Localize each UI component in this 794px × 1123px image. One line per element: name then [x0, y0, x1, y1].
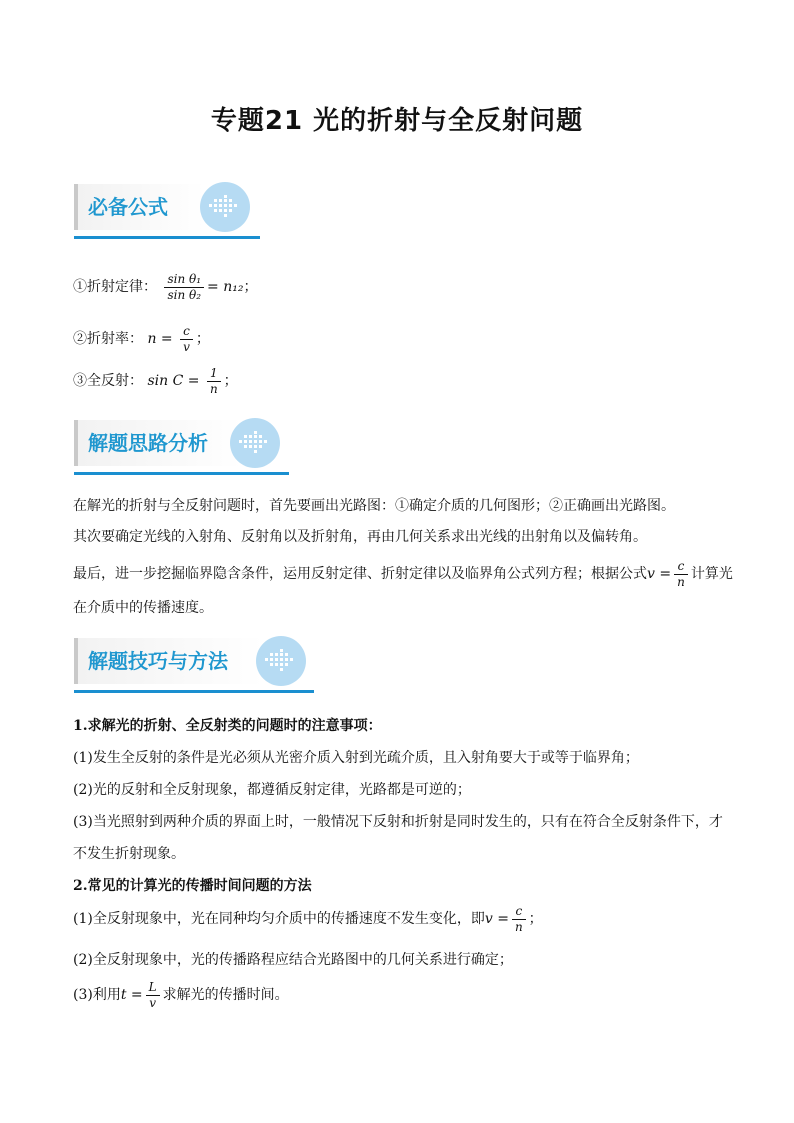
text-segment: 最后，进一步挖掘临界隐含条件，运用反射定律、折射定律以及临界角公式列方程；根据公式: [73, 566, 647, 582]
analysis-paragraph-3: [73, 557, 733, 591]
fraction-numerator: sin θ₁: [164, 272, 204, 288]
analysis-paragraph-4: 在介质中的传播速度。: [73, 600, 213, 616]
fraction: [146, 980, 160, 1011]
method-item-4: [73, 902, 543, 936]
text-segment: (3)利用: [73, 987, 121, 1003]
fraction: [164, 272, 204, 303]
page-title: 专题21 光的折射与全反射问题: [210, 106, 584, 136]
fraction: [207, 366, 221, 397]
formula-rhs: = n₁₂: [207, 279, 244, 295]
fraction: [674, 559, 688, 590]
method-heading-2: 2.常见的计算光的传播时间问题的方法: [73, 878, 312, 894]
fraction-denominator: v: [149, 995, 157, 1010]
section-header-analysis: [74, 420, 294, 480]
formula-label: ③全反射：: [73, 373, 143, 389]
method-item-5: (2)全反射现象中，光的传播路程应结合光路图中的几何关系进行确定；: [73, 952, 513, 968]
formula-refraction-law: [73, 270, 257, 304]
formula-label: ①折射定律：: [73, 279, 157, 295]
fraction-numerator: c: [512, 904, 526, 920]
section-header-methods: [74, 638, 319, 698]
header-label-bg: [78, 638, 264, 684]
method-item-1: (1)发生全反射的条件是光必须从光密介质入射到光疏介质，且入射角要大于或等于临界角；: [73, 750, 639, 766]
dotted-arrow-icon: [256, 636, 306, 686]
dotted-arrow-icon: [200, 182, 250, 232]
text-segment: (1)全反射现象中，光在同种均匀介质中的传播速度不发生变化，即: [73, 911, 485, 927]
method-heading-1: 1.求解光的折射、全反射类的问题时的注意事项：: [73, 718, 382, 734]
header-underline: [74, 690, 314, 693]
fraction-numerator: c: [180, 324, 193, 340]
formula-lhs: v =: [647, 566, 672, 582]
fraction: [180, 324, 193, 355]
formula-suffix: ；: [243, 279, 258, 295]
formula-lhs: n =: [147, 331, 173, 347]
method-item-3-continued: 不发生折射现象。: [73, 846, 185, 862]
section-header-formulas: [74, 184, 264, 244]
text-segment: 求解光的传播时间。: [162, 987, 289, 1003]
formula-suffix: ；: [195, 331, 210, 347]
formula-suffix: ；: [223, 373, 238, 389]
header-label-bg: [78, 184, 204, 230]
section-title: 解题技巧与方法: [88, 649, 228, 673]
formula-total-reflection: [73, 364, 238, 398]
formula-lhs: t =: [120, 987, 143, 1003]
fraction-denominator: n: [514, 919, 523, 934]
header-underline: [74, 236, 260, 239]
formula-refractive-index: [73, 322, 210, 356]
header-label-bg: [78, 420, 242, 466]
analysis-paragraph-2: 其次要确定光线的入射角、反射角以及折射角，再由几何关系求出光线的出射角以及偏转角。: [73, 529, 647, 545]
fraction-numerator: 1: [207, 366, 221, 382]
formula-lhs: v =: [484, 911, 509, 927]
fraction-numerator: c: [674, 559, 688, 575]
formula-lhs: sin C =: [147, 373, 200, 389]
section-title: 解题思路分析: [88, 431, 208, 455]
method-item-2: (2)光的反射和全反射现象，都遵循反射定律，光路都是可逆的；: [73, 782, 471, 798]
method-item-3: (3)当光照射到两种介质的界面上时，一般情况下反射和折射是同时发生的，只有在符合全反射条件下，才: [73, 814, 723, 830]
fraction-denominator: n: [209, 381, 218, 396]
fraction: [512, 904, 526, 935]
formula-label: ②折射率：: [73, 331, 143, 347]
text-segment: 计算光: [690, 566, 733, 582]
analysis-paragraph-1: 在解光的折射与全反射问题时，首先要画出光路图：①确定介质的几何图形；②正确画出光路图。: [73, 498, 675, 514]
dotted-arrow-icon: [230, 418, 280, 468]
fraction-denominator: v: [183, 339, 190, 354]
header-underline: [74, 472, 289, 475]
method-item-6: [73, 978, 289, 1012]
section-title: 必备公式: [88, 195, 168, 219]
fraction-denominator: n: [677, 574, 685, 589]
fraction-numerator: L: [146, 980, 160, 996]
text-segment: ；: [528, 911, 543, 927]
fraction-denominator: sin θ₂: [167, 287, 202, 302]
